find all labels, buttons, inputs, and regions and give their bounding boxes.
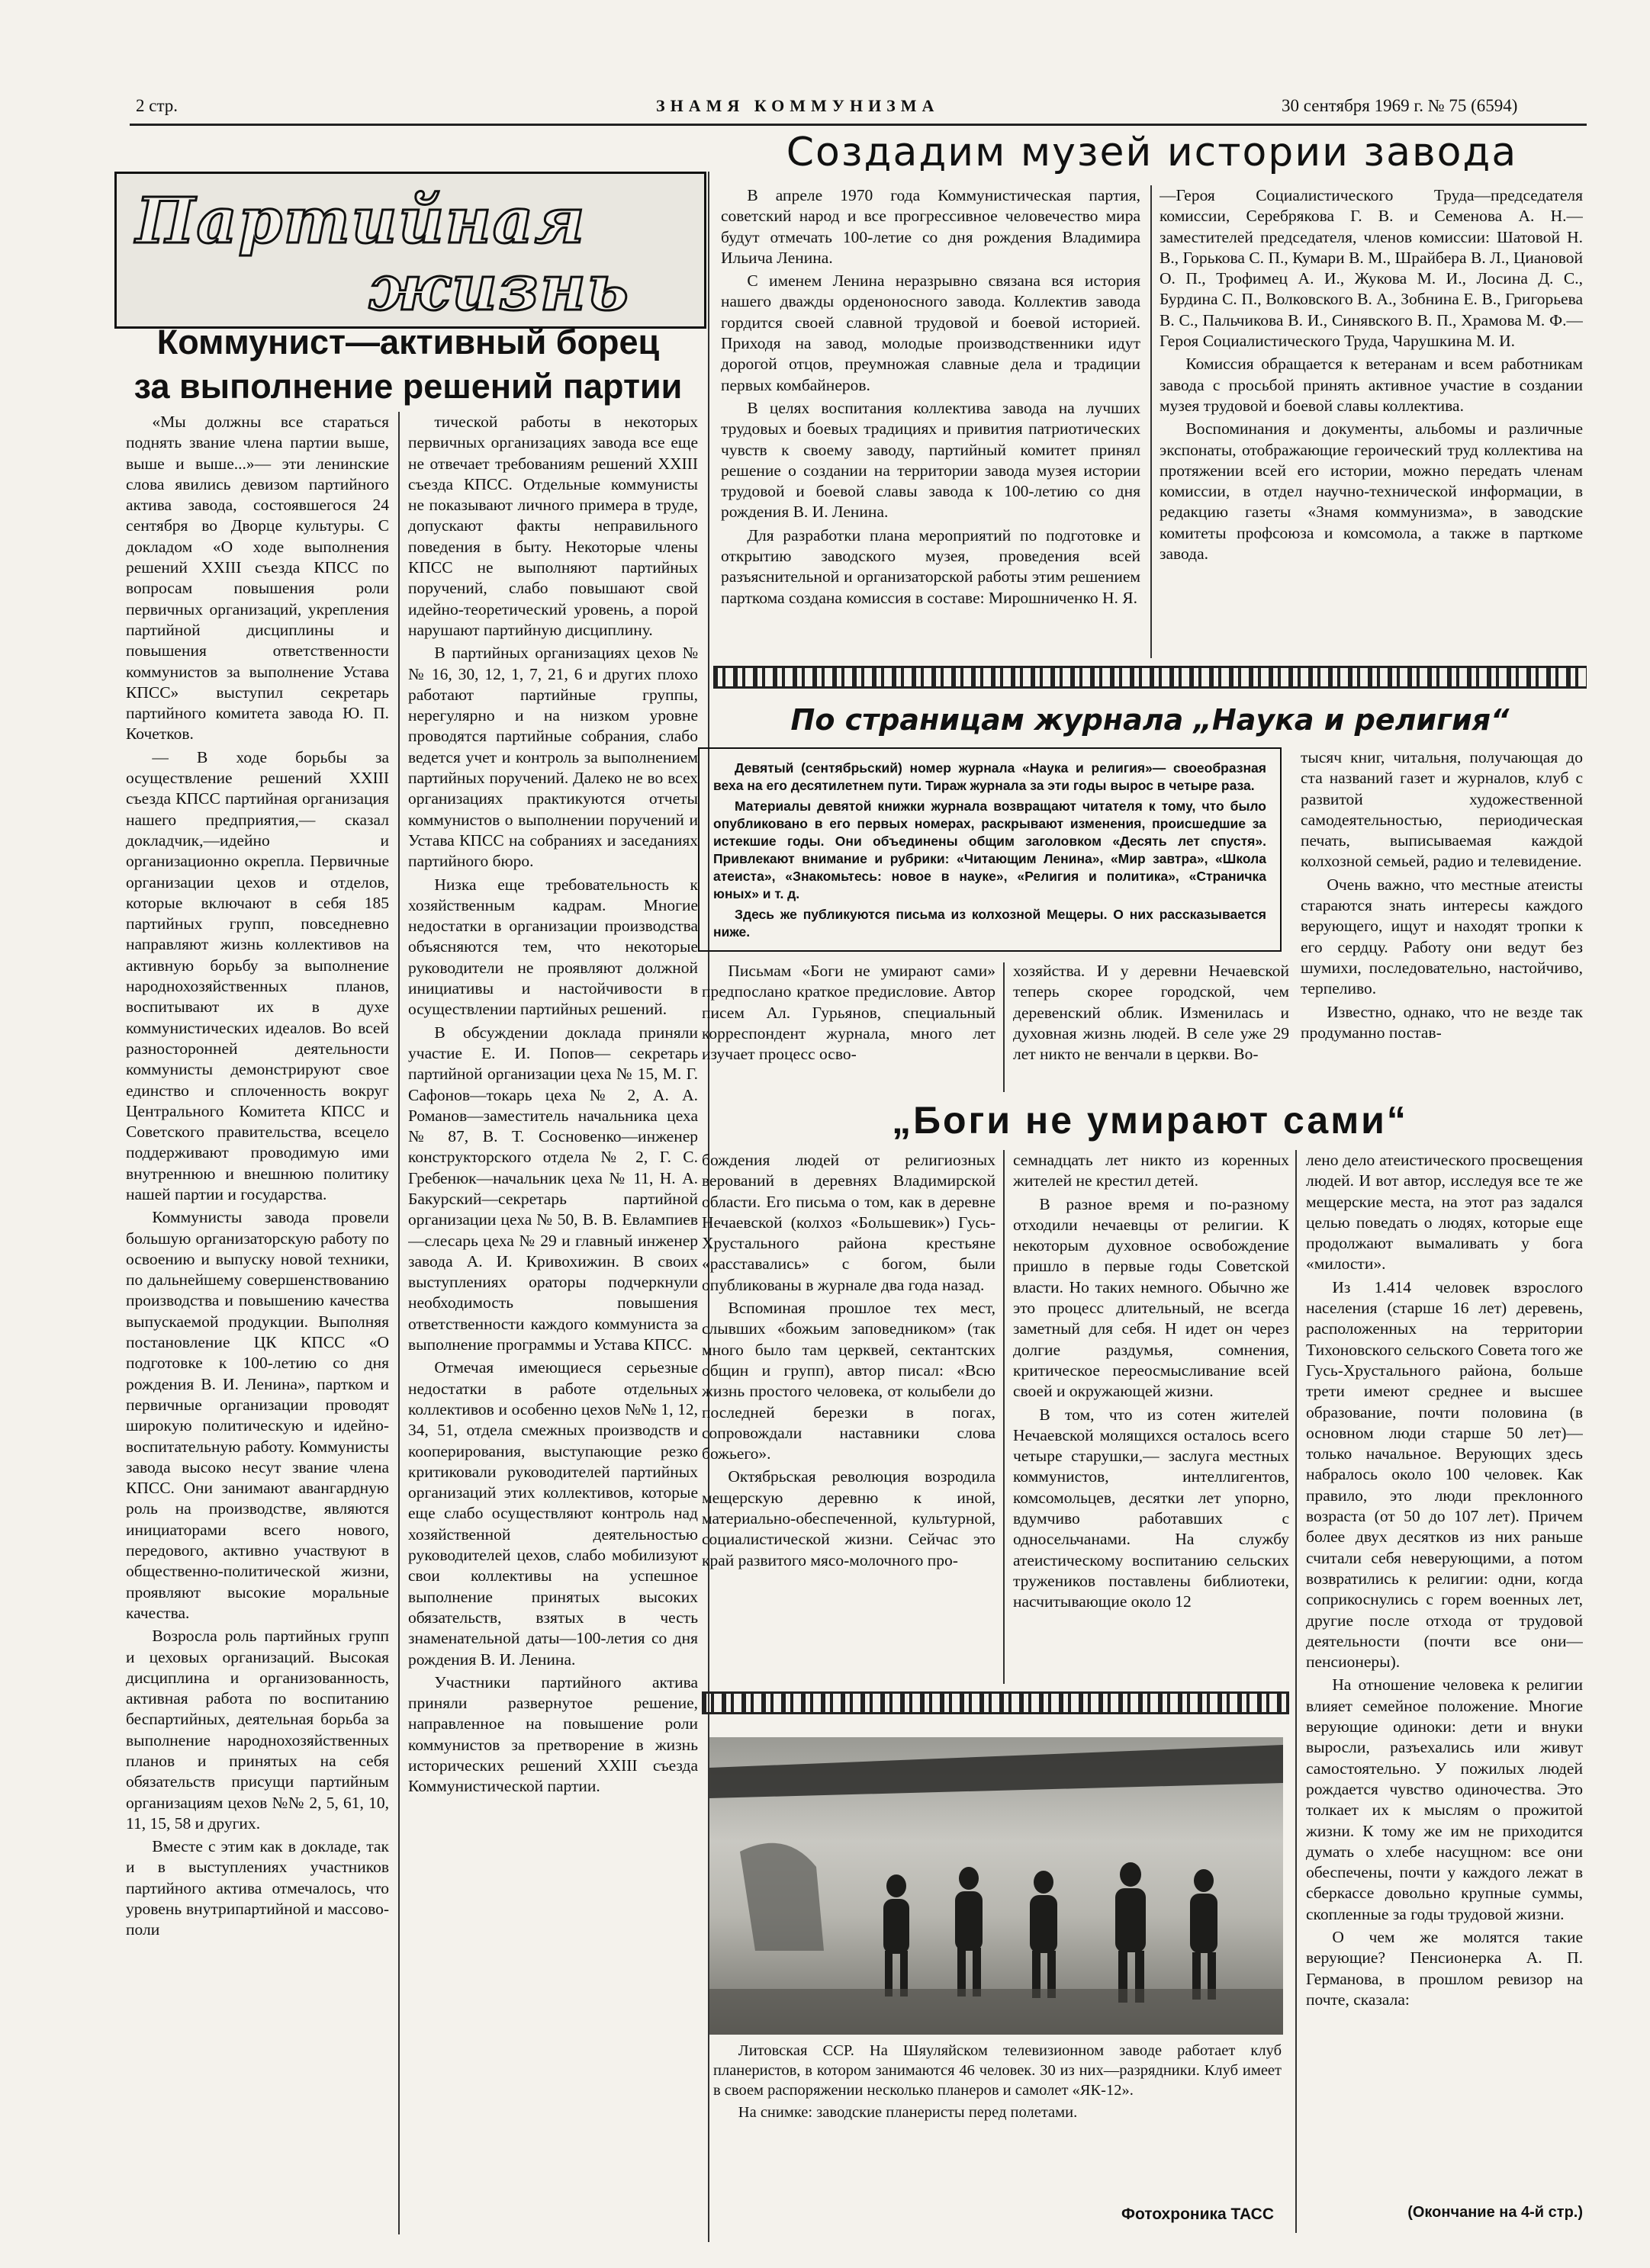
- gods-col1-paragraph: бождения людей от религиозных верований в деревнях Владимирской области. Его письма о том, как в деревне Нечаевской (колхоз «Большевик») Гусь-Хрустального района крестьяне «расставались» с богом, были опубликованы в журнале два года назад.: [702, 1151, 995, 1294]
- journal-box-paragraph: Девятый (сентябрьский) номер журнала «Наука и религия»— своеобразная веха на его десятилетнем пути. Тираж журнала за эти годы вырос в четыре раза.: [713, 760, 1266, 793]
- gods-col3-paragraph: Из 1.414 человек взрослого населения (старше 16 лет) деревень, расположенных на территории Тихоновского сельского Совета того же Гусь-Хрустального района, больше трети имеют среднее и высшее образование, почти половина (в основном люди старше 50 лет)—только начальное. Верующих здесь набралось около 100 человек. Как правило, это люди преклонного возраста (от 50 до 107 лет). Причем более двух десятков из них раньше считали себя неверующими, а потом возвратились к религии: одни, когда соприкоснулись с горем военных лет, другие после отхода от трудовой деятельности (почти все они—пенсионеры).: [1306, 1277, 1583, 1672]
- museum-col1-paragraph: В апреле 1970 года Коммунистическая партия, советский народ и все прогрессивное человечество мира будут отмечать 100-летие со дня рождения Владимира Ильича Ленина.: [721, 186, 1140, 267]
- gods-column-1: [702, 1150, 995, 1684]
- party-col2-paragraph: Отмечая имеющиеся серьезные недостатки в работе отдельных коллективов и особенно цехов №№ 1, 12, 34, 51, отдела смежных производств и кооперирования, выступающие резко критиковали руководителей партийных организаций этих коллективов, которые еще слабо осуществляют контроль над хозяйственной деятельностью руководителей цехов, слабо мобилизуют свои коллективы на успешное выполнение принятых высоких обязательств, взятых в честь знаменательной даты—100-летия со дня рождения В. И. Ленина.: [408, 1358, 698, 1669]
- museum-col2-paragraph: —Героя Социалистического Труда—председателя комиссии, Серебрякова Г. В. и Семенова А. Н.—заместителей председателя, членов комиссии: Шатовой Н. В., Горькова С. П., Кумари В. М., Шрайбера В. Л., Циановой О. П., Трофимец А. И., Жукова М. И., Лосина Д. С., Бурдина С. П., Волковского В. А., Зобнина Е. В., Григорьева В. С., Пальчикова В. И., Синявского В. П., Храмова М. Ф.—Героя Социалистического Труда, Чарушкина М. И.: [1160, 186, 1583, 351]
- page-number: 2 стр.: [136, 96, 179, 115]
- gods-column-3: [1306, 1150, 1583, 2199]
- ornament-border: [713, 666, 1587, 689]
- museum-column-2: [1160, 185, 1583, 662]
- continued-note: (Окончание на 4-й стр.): [1407, 2204, 1583, 2221]
- journal-box-paragraph: Материалы девятой книжки журнала возвращают читателя к тому, что было опубликовано в его первых номерах, раскрывают изменения, происшедшие за истекшие годы. Они объединены общим заголовком «Десять лет спустя». Привлекают внимание и рубрики: «Читающим Ленина», «Мир завтра», «Школа атеиста», «Знакомьтесь: новое в науке», «Религия и политика», «Страничка юных» и т. д.: [713, 798, 1266, 901]
- issue-date: 30 сентября 1969 г. № 75 (6594): [1282, 96, 1518, 115]
- glider-club-photo: [709, 1737, 1283, 2035]
- party-col1-paragraph: «Мы должны все стараться поднять звание члена партии выше, выше и выше...»— эти ленинские слова явились девизом партийного актива завода, состоявшегося 24 сентября во Дворце культуры. С докладом «О ходе выполнения решений XXIII съезда КПСС по вопросам повышения роли первичных организаций, укрепления партийной дисциплины и повышения ответственности коммунистов за выполнение Устава КПСС» выступил секретарь партийного комитета завода Ю. П. Кочетков.: [126, 413, 389, 744]
- party-col2-paragraph: В обсуждении доклада приняли участие Е. И. Попов— секретарь партийной организации цеха № 15, М. Г. Сафонов—токарь цеха № 2, А. А. Романов—заместитель начальника цеха № 87, В. Т. Сосновенко—инженер конструкторского отдела № 2, Г. С. Гребенюк—начальник цеха № 11, Н. А. Бакурский—секретарь партийной организации цеха № 50, В. В. Евлампиев—слесарь цеха № 29 и главный инженер завода А. И. Кривохижин. В своих выступлениях ораторы подчеркнули необходимость повышения ответственности каждого коммуниста за выполнение программы и Устава КПСС.: [408, 1023, 698, 1354]
- party-col2-paragraph: В партийных организациях цехов №№ 16, 30, 12, 1, 7, 21, 6 и других плохо работают партийные группы, нерегулярно и на низком уровне проводятся партийные собрания, слабо ведется учет и контроль за выполнением партийных поручений. Далеко не во всех организациях практикуются отчеты коммунистов о выполнении поручений и Устава КПСС на собраниях и заседаниях партийного бюро.: [408, 644, 698, 871]
- gods-col3-paragraph: О чем же молятся такие верующие? Пенсионерка А. П. Германова, в прошлом ревизор на почте, сказала:: [1306, 1927, 1583, 2009]
- newspaper-name: ЗНАМЯ КОММУНИЗМА: [656, 96, 940, 115]
- photo-caption-paragraph: Литовская ССР. На Шяуляйском телевизионном заводе работает клуб планеристов, в котором занимаются 46 человек. 30 из них—разрядники. Клуб имеет в своем распоряжении несколько планеров и самолет «ЯК-12».: [713, 2042, 1282, 2099]
- journal-headline: По страницам журнала „Наука и религия“: [790, 703, 1510, 737]
- journal-lower-paragraph: хозяйства. И у деревни Нечаевской теперь скорее городской, чем деревенский облик. Изменилась и духовная жизнь людей. В селе уже 29 лет никто не венчали в церкви. Во-: [1013, 962, 1289, 1064]
- party-life-banner: [114, 172, 706, 329]
- journal-intro-box: [698, 747, 1282, 952]
- party-col2-paragraph: Низка еще требовательность к хозяйственным кадрам. Многие недостатки в организации производства объясняются тем, что некоторые руководители не проявляют должной инициативы и настойчивости в осуществлении партийных решений.: [408, 875, 698, 1019]
- column-divider: [1003, 1150, 1005, 1684]
- party-headline: [114, 320, 702, 409]
- journal-lower-paragraph: Письмам «Боги не умирают сами» предпослано краткое предисловие. Автор писем Ал. Гурьянов, специальный корреспондент журнала, много лет изучает процесс осво-: [702, 962, 995, 1064]
- party-col1-paragraph: Коммунисты завода провели большую организаторскую работу по освоению и выпуску новой техники, по дальнейшему совершенствованию производства и повышению качества выпускаемой продукции. Выполняя постановление ЦК КПСС «О подготовке к 100-летию со дня рождения В. И. Ленина», партком и первичные организации проводят широкую политическую и идейно-воспитательную работу. Коммунисты завода высоко несут звание члена КПСС. Они занимают авангардную роль на производстве, являются инициаторами всего нового, передового, активно участвуют в общественно-политической жизни, проявляют высокие моральные качества.: [126, 1208, 389, 1622]
- journal-right-column: [1301, 747, 1583, 1120]
- party-col1-paragraph: — В ходе борьбы за осуществление решений XXIII съезда КПСС партийная организация нашего предприятия,— сказал докладчик,—идейно и организационно окрепла. Первичные организации цехов и отделов, которые включают в себя 185 партийных групп, повседневно направляют жизнь коллективов на активную борьбу за выполнение народнохозяйственных планов, воспитывают их в духе коммунистических идеалов. Во всей разносторонней деятельности коммунисты демонстрируют свое единство и сплоченность вокруг Центрального Комитета КПСС и Советского правительства, всецело поддерживают проводимую ими внутреннюю и внешнюю политику нашей партии и государства.: [126, 747, 389, 1203]
- photo-caption: [713, 2041, 1282, 2178]
- journal-lower-column-b: [1013, 961, 1289, 1091]
- museum-col1-paragraph: Для разработки плана мероприятий по подготовке и открытию заводского музея, проведения всей разъяснительной и организаторской работы этим решением парткома создана комиссия в составе: Мирошниченко Н. Я.: [721, 525, 1140, 607]
- museum-col2-paragraph: Воспоминания и документы, альбомы и различные экспонаты, отображающие героический труд коллектива на протяжении всей его истории, можно передать членам комиссии, в отдел научно-технической информации, в редакцию газеты «Знамя коммунизма», в заводские комитеты профсоюза и комсомола, а также в парткоме завода.: [1160, 419, 1583, 564]
- party-col1-paragraph: Возросла роль партийных групп и цеховых организаций. Высокая дисциплина и организованность, активная работа по воспитанию беспартийных, деятельная борьба за выполнение народнохозяйственных планов и принятых на себя обязательств присущи партийным организациям цехов №№ 2, 5, 61, 10, 11, 15, 58 и других.: [126, 1627, 389, 1833]
- journal-right-paragraph: тысяч книг, читальня, получающая до ста названий газет и журналов, клуб с развитой художественной самодеятельностью, периодическая печать, выписываемая каждой колхозной семьей, радио и телевидение.: [1301, 748, 1583, 871]
- gods-col1-paragraph: Октябрьская революция возродила мещерскую деревню к иной, материально-обеспеченной, культурной, социалистической жизни. Сейчас это край развитого мясо-молочного про-: [702, 1467, 995, 1569]
- museum-headline: Создадим музей истории завода: [786, 130, 1518, 175]
- museum-col1-paragraph: С именем Ленина неразрывно связана вся история нашего дважды орденоносного завода. Коллектив завода гордится своей славной трудовой и боевой историей. Приходя на завод, молодые производственники идут дорогой отцов, преумножая славные дела и традиции первых комбайнеров.: [721, 271, 1140, 394]
- column-divider: [398, 412, 400, 2234]
- column-divider: [1003, 962, 1005, 1092]
- party-col2-paragraph: тической работы в некоторых первичных организациях завода все еще не отвечает требованиям решений XXIII съезда КПСС. Отдельные коммунисты не показывают личного примера в труде, допускают факты неправильного поведения в быту. Некоторые члены КПСС не выполняют партийных поручений, слабо повышают свой идейно-теоретический уровень, а порой нарушают партийную дисциплину.: [408, 413, 698, 639]
- column-divider: [1295, 1150, 1297, 2233]
- journal-right-paragraph: Известно, однако, что не везде так продуманно постав-: [1301, 1002, 1583, 1042]
- gods-col3-paragraph: лено дело атеистического просвещения людей. И вот автор, исследуя все те же мещерские места, на этот раз задался целью поведать о людях, которые еще продолжают вымаливать у бога «милости».: [1306, 1151, 1583, 1274]
- party-col1-paragraph: Вместе с этим как в докладе, так и в выступлениях участников партийного актива отмечалось, что уровень внутрипартийной и массово-поли: [126, 1837, 389, 1939]
- gods-col2-paragraph: В разное время и по-разному отходили нечаевцы от религии. К некоторым духовное освобождение пришло в первые годы Советской власти. Но таких немного. Обычно же это процесс длительный, не всегда заметный для себя. Н идет он через долгие раздумья, сомнения, критическое переосмысливание всей своей и окружающей жизни.: [1013, 1194, 1289, 1401]
- photo-scene: [709, 1737, 1283, 2035]
- gods-column-2: [1013, 1150, 1289, 1684]
- banner-line-1: Партийная: [136, 185, 587, 258]
- museum-col1-paragraph: В целях воспитания коллектива завода на лучших трудовых и боевых традициях и привития патриотических чувств к своему заводу, партийный комитет принял решение о создании на территории завода музея истории трудовой и боевой славы завода к 100-летию со дня рождения В. И. Ленина.: [721, 398, 1140, 522]
- gods-headline: „Боги не умирают сами“: [892, 1099, 1408, 1142]
- gods-col1-paragraph: Вспоминая прошлое тех мест, слывших «божьим заповедником» (так много было там церквей, сектантских общин и групп), автор писал: «Всю жизнь простого человека, от колыбели до последней березки в погах, сопровождали наставники слова божьего».: [702, 1299, 995, 1463]
- party-column-1: [126, 412, 389, 2242]
- header-rule: [130, 124, 1587, 126]
- banner-line-2: жизнь: [368, 252, 630, 325]
- gods-col3-paragraph: На отношение человека к религии влияет семейное положение. Многие верующие одиноки: дети и внуки выросли, разъехались или живут самостоятельно. У пожилых людей рождается чувство одиночества. Это толкает их к мыслям о прожитой жизни. К тому же им не приходится думать о хлебе насущном: все они обеспечены, почти у каждого лежат в сберкассе довольно крупные суммы, скопленные за годы трудовой жизни.: [1306, 1675, 1583, 1923]
- ornament-border: [702, 1691, 1289, 1714]
- gods-col2-paragraph: семнадцать лет никто из коренных жителей не крестил детей.: [1013, 1151, 1289, 1190]
- party-headline-line-2: за выполнение решений партии: [133, 367, 683, 406]
- journal-right-paragraph: Очень важно, что местные атеисты стараются знать интересы каждого верующего, ищут и находят тропки к его сердцу. Работу они ведут без шумихи, последовательно, настойчиво, терпеливо.: [1301, 875, 1583, 998]
- journal-box-paragraph: Здесь же публикуются письма из колхозной Мещеры. О них рассказывается ниже.: [713, 907, 1266, 940]
- party-column-2: [408, 412, 698, 2242]
- museum-col2-paragraph: Комиссия обращается к ветеранам и всем работникам завода с просьбой принять активное участие в создании музея трудовой и боевой славы коллектива.: [1160, 355, 1583, 415]
- photo-caption-paragraph: На снимке: заводские планеристы перед полетами.: [738, 2104, 1078, 2121]
- photo-credit: Фотохроника ТАСС: [1121, 2205, 1274, 2223]
- museum-column-1: [721, 185, 1140, 662]
- party-headline-line-1: Коммунист—активный борец: [156, 323, 660, 361]
- gods-col2-paragraph: В том, что из сотен жителей Нечаевской молящихся осталось всего четыре старушки,— заслуга местных коммунистов, интеллигентов, комсомольцев, десятки лет упорно, вдумчиво работавших с односельчанами. На службу атеистическому воспитанию сельских тружеников поставлены библиотеки, насчитывающие около 12: [1013, 1405, 1289, 1611]
- column-divider: [1150, 185, 1152, 658]
- party-col2-paragraph: Участники партийного актива приняли развернутое решение, направленное на повышение роли коммунистов за претворение в жизнь исторических решений XXIII съезда Коммунистической партии.: [408, 1672, 698, 1796]
- journal-lower-column-a: [702, 961, 995, 1091]
